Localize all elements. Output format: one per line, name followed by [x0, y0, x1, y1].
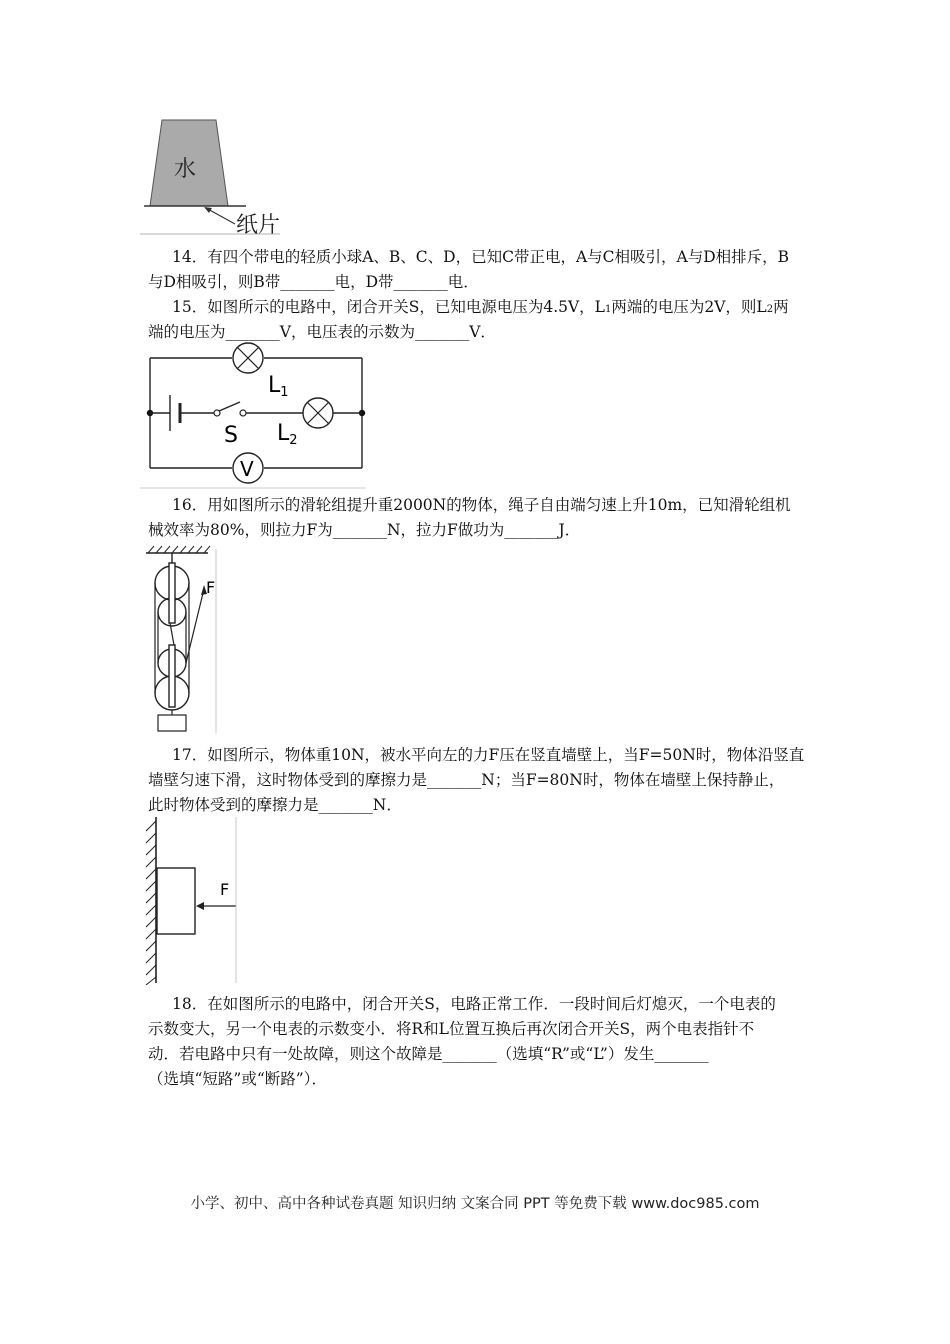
block [157, 868, 195, 934]
q14-line1: 14．有四个带电的轻质小球A、B、C、D，已知C带正电，A与C相吸引，A与D相排斥，B [172, 248, 790, 266]
movable-pulley-icon [155, 645, 189, 710]
paper-label: 纸片 [236, 213, 281, 238]
q17-line2: 墙壁匀速下滑，这时物体受到的摩擦力是_______N；当F=80N时，物体在墙壁上保持静止， [148, 771, 785, 789]
force-label-17: F [220, 880, 230, 899]
water-label: 水 [174, 157, 197, 182]
weight-block [158, 715, 186, 731]
water-cup-figure [140, 118, 290, 238]
pulley-figure-16 [140, 545, 230, 733]
q15-line1-c: 两 [773, 298, 789, 316]
q18-line2: 示数变大，另一个电表的示数变小．将R和L位置互换后再次闭合开关S，两个电表指针不 [148, 1020, 755, 1038]
voltmeter-icon [233, 453, 263, 483]
fixed-pulley-icon [155, 563, 189, 626]
switch-icon [214, 402, 246, 416]
label-voltmeter: V [240, 457, 254, 481]
force-label-16: F [206, 578, 216, 597]
label-l1: L1 [268, 373, 289, 400]
q15-line1 [172, 295, 789, 317]
wall-hatching [146, 821, 156, 985]
q16-line2: 械效率为80%，则拉力F为_______N，拉力F做功为_______J． [148, 521, 581, 539]
battery-icon [170, 395, 180, 431]
q15-line2: 端的电压为_______V，电压表的示数为_______V． [148, 323, 496, 341]
q18-line3: 动．若电路中只有一处故障，则这个故障是_______（选填“R”或“L”）发生_______ [148, 1045, 709, 1063]
wall-block-figure-17 [140, 815, 240, 985]
q17-line3: 此时物体受到的摩擦力是_______N． [148, 796, 402, 814]
circuit-figure-15 [140, 340, 370, 490]
q15-line1-a: 15．如图所示的电路中，闭合开关S，已知电源电压为4.5V，L [172, 298, 605, 316]
q15-sub-1: 1 [604, 304, 612, 315]
label-l2: L2 [277, 421, 298, 448]
q15-sub-2: 2 [766, 304, 774, 315]
page-footer: 小学、初中、高中各种试卷真题 知识归纳 文案合同 PPT 等免费下载 www.doc985.com [190, 1196, 760, 1212]
q16-line1: 16．用如图所示的滑轮组提升重2000N的物体，绳子自由端匀速上升10m，已知滑轮组机 [172, 496, 791, 514]
q18-line1: 18．在如图所示的电路中，闭合开关S，电路正常工作．一段时间后灯熄灭，一个电表的 [172, 995, 776, 1013]
lamp-l2-icon [303, 398, 333, 428]
q14-line2: 与D相吸引，则B带_______电，D带_______电． [148, 273, 479, 291]
q17-line1: 17．如图所示，物体重10N，被水平向左的力F压在竖直墙壁上，当F=50N时，物体沿竖直 [172, 746, 805, 764]
q18-line4: （选填“短路”或“断路”）． [148, 1070, 327, 1088]
q15-line1-b: 两端的电压为2V，则L [611, 298, 767, 316]
lamp-l1-icon [233, 343, 263, 373]
label-switch: S [224, 423, 238, 448]
